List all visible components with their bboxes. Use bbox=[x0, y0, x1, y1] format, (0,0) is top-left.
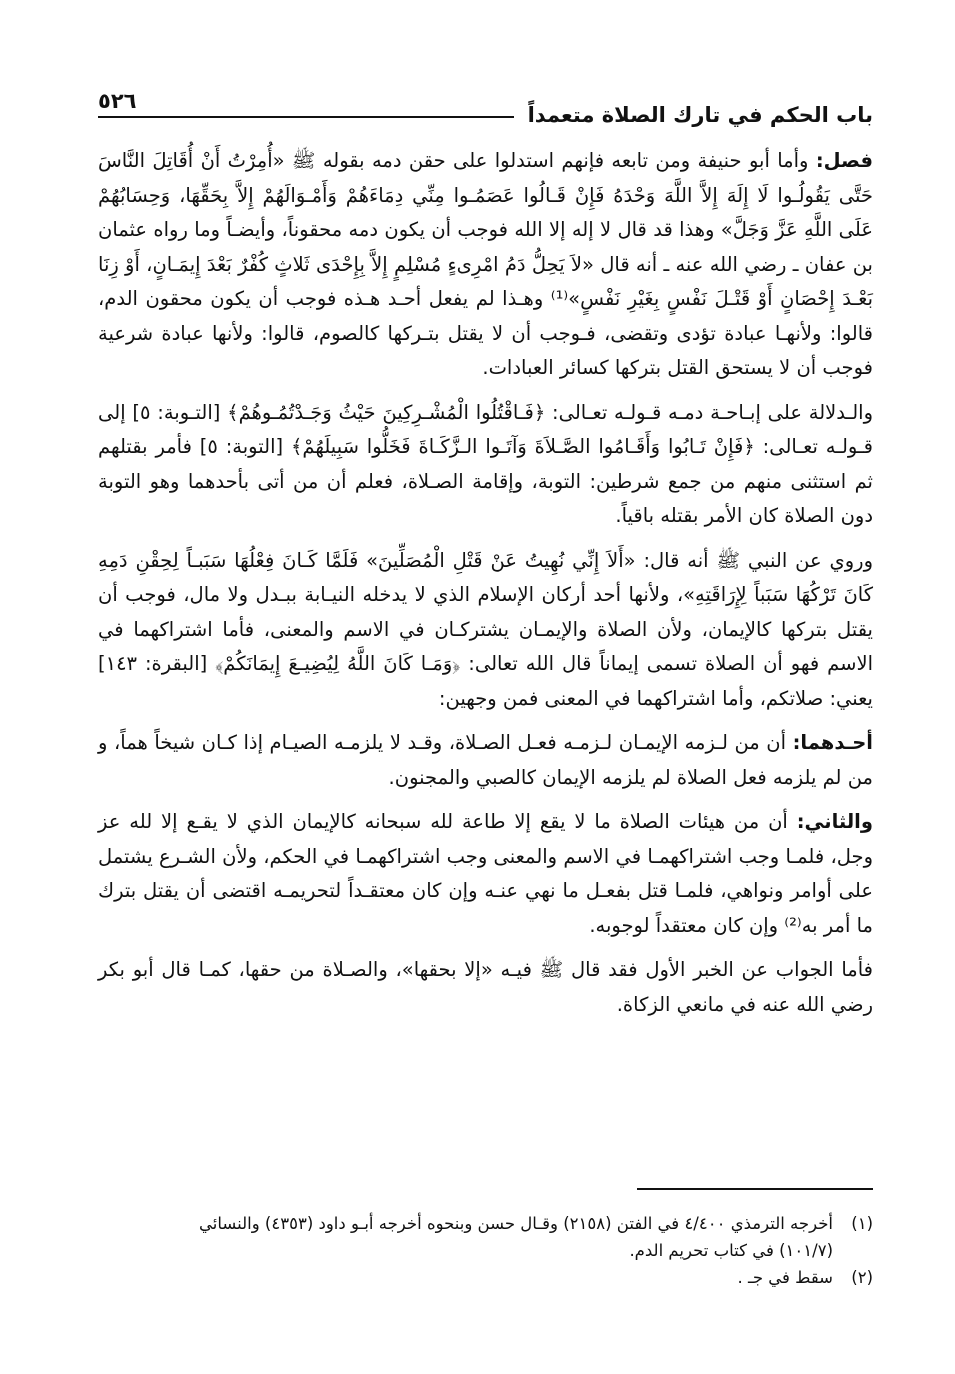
paragraph-first-aspect bbox=[98, 726, 873, 795]
paragraph-text: أن من لـزمه الإيمـان لـزمـه فعـل الصـلاة، وقـد لا يلزمـه الصيـام إذا كـان شيخاً هماً، و من لم يلزمه فعل الصلاة لم يلزمه الإيمان كالصبي والمجنون. bbox=[98, 731, 873, 789]
paragraph-text: وأما أبو حنيفة ومن تابعه فإنهم استدلوا على حقن دمه بقوله ﷺ «أُمِرْتُ أَنْ أُقَاتِلَ النَّاسَ حَتَّى يَقُولُـوا لَا إِلَهَ إِلاَّ اللَّهَ وَحْدَهُ فَإِنْ قَـالُوا عَصَمُـوا مِنِّي دِمَاءَهُمْ وَأَمْـوَالَهُمْ إِلاَّ بِحَقِّهَا، وَحِسَابُهُمْ عَلَى اللَّهِ عَزَّ وَجَلَّ» وهذا قد قال لا إله إلا الله فوجب أن يكون دمه محقوناً، وأيضـاً وما رواه عثمان بن عفان ـ رضي الله عنه ـ أنه قال «لاَ يَحِلُّ دَمُ امْرِىءٍ مُسْلِمٍ إِلاَّ بِإِحْدَى ثَلاثٍ كُفْرٌ بَعْدَ إِيمَـانٍ، أَوْ زِنَا بَعْـدَ إِحْصَانٍ أَوْ قَتْـلَ نَفْسٍ بِغَيْرِ نَفْسٍ»⁽¹⁾ وهـذا لم يفعل أحـد هـذه فوجب أن يكون محقون الدم، قالوا: ولأنهـا عبادة تؤدى وتقضى، فـوجب أن لا يقتل بتـركها كالصوم، قالوا: ولأنها عبادة شرعية فوجب أن لا يستحق القتل بتركها كسائر العبادات. bbox=[98, 149, 873, 379]
footnote-number: (١) bbox=[851, 1214, 873, 1233]
footnote-text: (١٠١/٧) في كتاب تحريم الدم. bbox=[629, 1241, 833, 1260]
paragraph-lead: أحـدهما: bbox=[792, 731, 873, 754]
paragraph-hadith bbox=[98, 544, 873, 717]
footnote-1-continuation bbox=[98, 1237, 873, 1264]
paragraph-lead: فصل: bbox=[815, 149, 873, 172]
page-number: ٥٢٦ bbox=[98, 89, 137, 113]
running-header bbox=[98, 78, 873, 127]
paragraph-fasl bbox=[98, 144, 873, 386]
footnote-number: (٢) bbox=[851, 1268, 873, 1287]
chapter-title: باب الحكم في تارك الصلاة متعمداً bbox=[514, 105, 873, 126]
paragraph-second-aspect bbox=[98, 805, 873, 943]
paragraph-text: فأما الجواب عن الخبر الأول فقد قال ﷺ فيـه «إلا بحقها»، والصـلاة من حقها، كمـا قال أبو بكر رضي الله عنه في مانعي الزكاة. bbox=[98, 958, 873, 1016]
footnote-2 bbox=[98, 1264, 873, 1291]
footnote-text: سقط في جـ . bbox=[737, 1268, 833, 1287]
paragraph-text: وروي عن النبي ﷺ أنه قال: «أَلاَ إِنِّي نُهِيتُ عَنْ قَتْلِ الْمُصَلِّينَ» فَلَمَّا كَـانَ فِعْلُهَا سَبَبـاً لِحِقْنِ دَمِهِ كَانَ تَرْكُهَا سَبَباً لِإِرَاقَتِهِ»، ولأنها أحد أركان الإسلام الذي لا يدخله النيـابة ببـدل ولا مال، فوجب أن يقتل بتركها كالإيمان، ولأن الصلاة والإيمـان يشتركـان في الاسم والمعنى، فأما اشتراكهما في الاسم فهو أن الصلاة تسمى إيماناً قال الله تعالى: ﴿وَمَـا كَانَ اللَّهُ لِيُضِيـعَ إِيمَانَكُمْ﴾ [البقرة: ١٤٣] يعني: صلاتكم، وأما اشتراكهما في المعنى فمن وجهين: bbox=[98, 548, 873, 710]
paragraph-text: والـدلالة على إبـاحـة دمـه قـولـه تعـالى: ﴿فَـاقْتُلُوا الْمُشْـرِكِينَ حَيْثُ وَجَـدْتُمُـوهُمْ﴾ [التـوبة: ٥] إلى قـولـه تعـالى: ﴿فَإِنْ تَـابُوا وَأَقَـامُوا الصَّـلاَةَ وَآتَـوا الـزَّكَـاةَ فَخَلُّوا سَبِيلَهُمْ﴾ [التوبة: ٥] فأمر بقتلهم ثم استثنى منهم من جمع شرطين: التوبة، وإقامة الصـلاة، فعلم أن من أتى بأحدهما وهو التوبة دون الصلاة كان الأمر بقتله باقياً. bbox=[98, 400, 874, 527]
body-text bbox=[98, 144, 873, 1022]
paragraph-lead: والثاني: bbox=[796, 810, 873, 833]
footnote-divider bbox=[637, 1188, 873, 1190]
footnote-text: أخرجه الترمذي ٤/٤٠٠ في الفتن (٢١٥٨) وقـال حسن وبنحوه أخرجه أبـو داود (٤٣٥٣) والنسائي bbox=[199, 1214, 833, 1233]
footnotes bbox=[98, 1210, 873, 1291]
paragraph-text: أن من هيئات الصلاة ما لا يقع إلا طاعة لله سبحانه كالإيمان الذي لا يقـع إلا لله عز وجل، فلمـا وجب اشتراكهمـا في الاسم والمعنى وجب اشتراكهمـا في الحكم، ولأن الشـرع يشتمل على أوامر ونواهي، فلمـا قتل بفعـل ما نهي عنـه وإن كان معتقـداً لتحريمـه اقتضى أن يقتل بترك ما أمر به⁽²⁾ وإن كان معتقداً لوجوبه. bbox=[98, 810, 873, 937]
paragraph-evidence bbox=[98, 396, 873, 534]
footnote-1 bbox=[98, 1210, 873, 1237]
paragraph-answer bbox=[98, 953, 873, 1022]
